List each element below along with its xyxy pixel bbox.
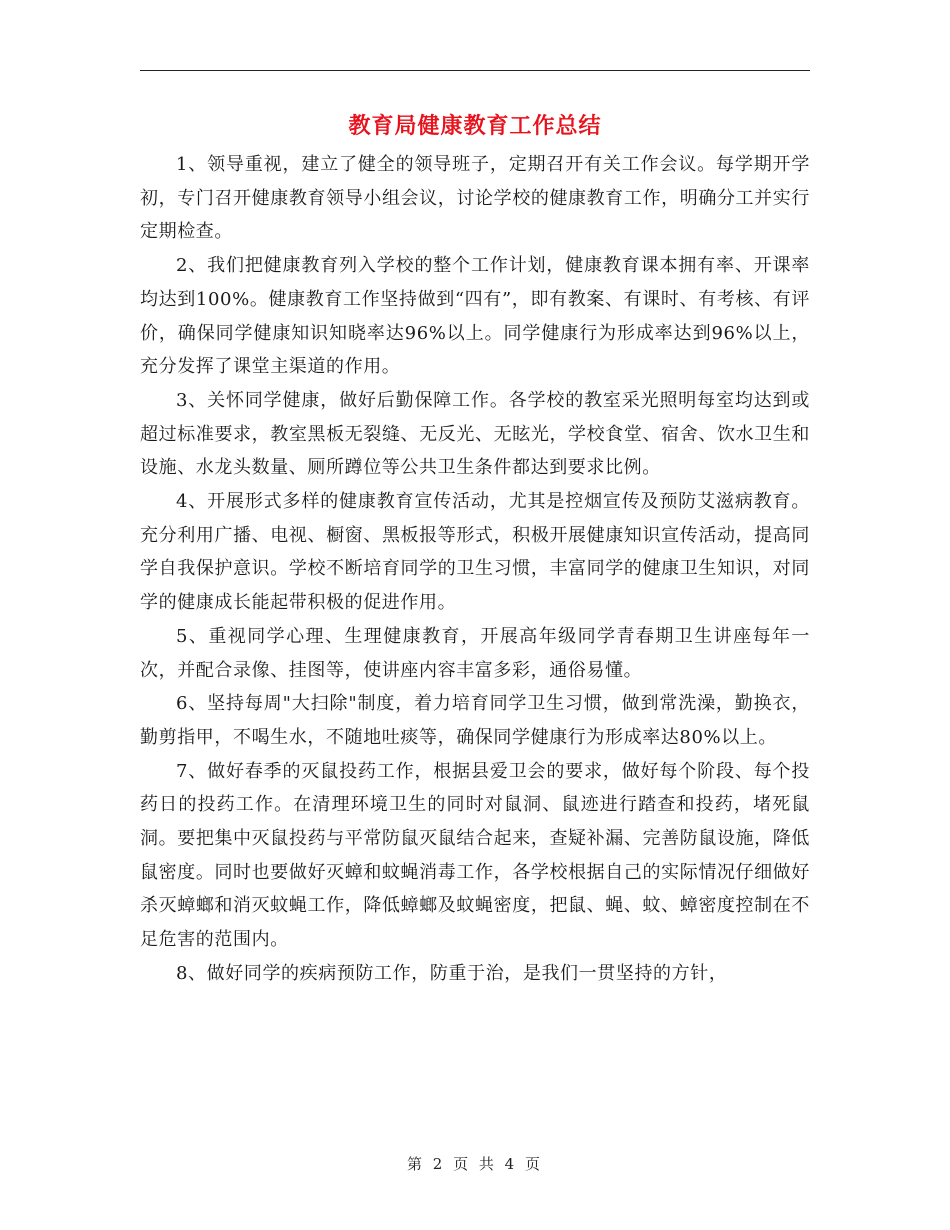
document-body — [140, 148, 810, 991]
header-rule — [140, 70, 810, 71]
paragraph-4: 4、开展形式多样的健康教育宣传活动，尤其是控烟宣传及预防艾滋病教育。充分利用广播、电视、橱窗、黑板报等形式，积极开展健康知识宣传活动，提高同学自我保护意识。学校不断培育同学的卫生习惯，丰富同学的健康卫生知识，对同学的健康成长能起带积极的促进作用。 — [140, 491, 810, 614]
paragraph-3: 3、关怀同学健康，做好后勤保障工作。各学校的教室采光照明每室均达到或超过标准要求，教室黑板无裂缝、无反光、无眩光，学校食堂、宿舍、饮水卫生和设施、水龙头数量、厕所蹲位等公共卫生条件都达到要求比例。 — [140, 389, 810, 479]
page-number: 第 2 页 共 4 页 — [407, 1155, 543, 1173]
paragraph-5: 5、重视同学心理、生理健康教育，开展高年级同学青春期卫生讲座每年一次，并配合录像、挂图等，使讲座内容丰富多彩，通俗易懂。 — [140, 625, 810, 681]
paragraph-2: 2、我们把健康教育列入学校的整个工作计划，健康教育课本拥有率、开课率均达到100%。健康教育工作坚持做到“四有”，即有教案、有课时、有考核、有评价，确保同学健康知识知晓率达96%以上。同学健康行为形成率达到96%以上，充分发挥了课堂主渠道的作用。 — [140, 255, 810, 378]
paragraph-8: 8、做好同学的疾病预防工作，防重于治，是我们一贯坚持的方针， — [176, 962, 728, 984]
document-title: 教育局健康教育工作总结 — [348, 113, 602, 139]
paragraph-7: 7、做好春季的灭鼠投药工作，根据县爱卫会的要求，做好每个阶段、每个投药日的投药工作。在清理环境卫生的同时对鼠洞、鼠迹进行踏查和投药，堵死鼠洞。要把集中灭鼠投药与平常防鼠灭鼠结合起来，查疑补漏、完善防鼠设施，降低鼠密度。同时也要做好灭蟑和蚊蝇消毒工作，各学校根据自己的实际情况仔细做好杀灭蟑螂和消灭蚊蝇工作，降低蟑螂及蚊蝇密度，把鼠、蝇、蚊、蟑密度控制在不足危害的范围内。 — [140, 760, 810, 951]
paragraph-6: 6、坚持每周"大扫除"制度，着力培育同学卫生习惯，做到常洗澡，勤换衣，勤剪指甲，不喝生水，不随地吐痰等，确保同学健康行为形成率达80%以上。 — [140, 693, 810, 748]
paragraph-1: 1、领导重视，建立了健全的领导班子，定期召开有关工作会议。每学期开学初，专门召开健康教育领导小组会议，讨论学校的健康教育工作，明确分工并实行定期检查。 — [140, 154, 810, 243]
